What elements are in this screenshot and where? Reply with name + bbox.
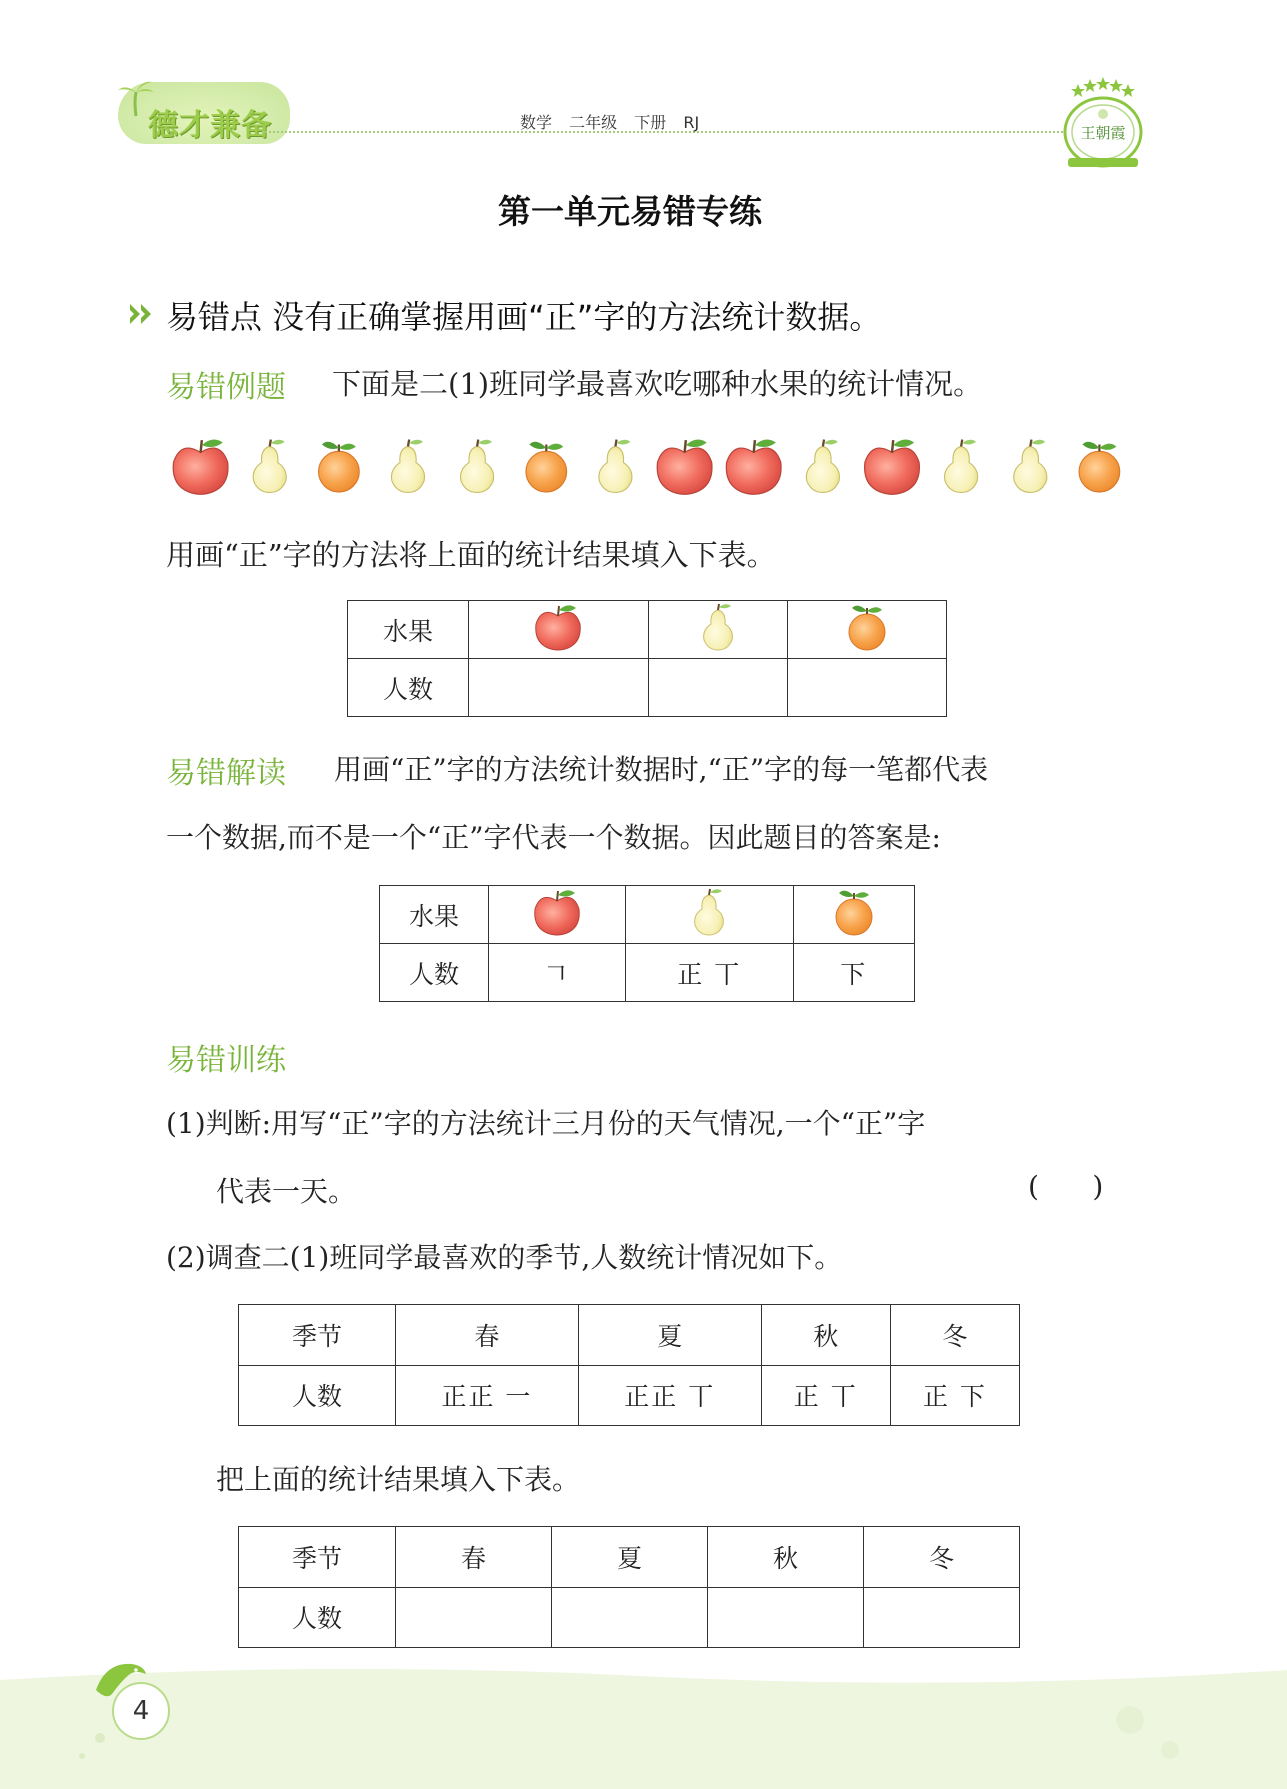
season-summer: 夏 [578, 1305, 761, 1366]
season-count-label: 人数 [239, 1365, 396, 1426]
svg-text:王朝霞: 王朝霞 [1080, 124, 1126, 142]
fruit-row [166, 430, 1134, 502]
season-header-label: 季节 [239, 1527, 396, 1588]
apple-icon [173, 439, 228, 494]
example-table [347, 600, 947, 717]
page-title: 第一单元易错专练 [498, 192, 762, 231]
row-label-fruit: 水果 [380, 886, 489, 944]
explanation-line2: 一个数据,而不是一个“正”字代表一个数据。因此题目的答案是: [166, 821, 941, 854]
season-summer: 夏 [552, 1527, 708, 1588]
pear-icon [689, 887, 729, 937]
apple-cell [469, 601, 649, 659]
apple-cell [489, 886, 626, 944]
q1-line2: 代表一天。 [216, 1175, 357, 1208]
season-autumn: 秋 [761, 1305, 890, 1366]
orange-cell [787, 601, 946, 659]
season-spring: 春 [396, 1305, 579, 1366]
header-grade: 二年级 [569, 113, 618, 132]
tally-spring: 正正 一 [396, 1365, 579, 1426]
q1-line1: (1)判断:用写“正”字的方法统计三月份的天气情况,一个“正”字 [166, 1107, 926, 1140]
tally-pear: 正 丅 [625, 944, 793, 1002]
orange-icon [319, 442, 360, 492]
fill-instruction: 把上面的统计结果填入下表。 [216, 1463, 581, 1496]
pear-icon [599, 440, 632, 493]
apple-icon [657, 439, 712, 494]
orange-icon [526, 442, 567, 492]
header-edition: RJ [683, 113, 700, 132]
tally-winter: 正 下 [890, 1365, 1019, 1426]
season-winter: 冬 [864, 1527, 1020, 1588]
apple-icon [532, 602, 584, 652]
training-label: 易错训练 [166, 1043, 286, 1078]
pear-cell [625, 886, 793, 944]
season-count-label: 人数 [239, 1587, 396, 1648]
header-subject: 数学 [520, 113, 553, 132]
header-info [520, 110, 699, 133]
row-label-count: 人数 [380, 944, 489, 1002]
season-header-label: 季节 [239, 1305, 396, 1366]
season-autumn: 秋 [708, 1527, 864, 1588]
blank-cell-pear[interactable] [648, 659, 787, 717]
blank-cell-summer[interactable] [552, 1587, 708, 1648]
blank-cell-winter[interactable] [864, 1587, 1020, 1648]
apple-icon [726, 439, 781, 494]
example-label: 易错例题 [166, 370, 286, 405]
tally-orange: 下 [793, 944, 914, 1002]
pear-icon [806, 440, 839, 493]
page-number: 4 [112, 1682, 170, 1740]
pear-cell [648, 601, 787, 659]
row-label-fruit: 水果 [348, 601, 469, 659]
logo-text: 德才兼备 [148, 108, 272, 143]
q1-answer-parens[interactable]: ( ) [1028, 1170, 1104, 1203]
orange-cell [793, 886, 914, 944]
tally-autumn: 正 丅 [761, 1365, 890, 1426]
season-spring: 春 [396, 1527, 552, 1588]
q2-text: (2)调查二(1)班同学最喜欢的季节,人数统计情况如下。 [166, 1241, 843, 1274]
section-heading: 易错点 没有正确掌握用画“正”字的方法统计数据。 [166, 298, 882, 336]
answer-table [379, 885, 915, 1002]
explanation-line1: 用画“正”字的方法统计数据时,“正”字的每一笔都代表 [334, 753, 989, 786]
pear-icon [253, 440, 286, 493]
blank-cell-spring[interactable] [396, 1587, 552, 1648]
apple-icon [531, 887, 583, 937]
example-text: 下面是二(1)班同学最喜欢吃哪种水果的统计情况。 [332, 367, 983, 401]
pear-icon [461, 440, 494, 493]
example-instruction: 用画“正”字的方法将上面的统计结果填入下表。 [166, 538, 776, 572]
orange-icon [1079, 442, 1120, 492]
double-chevron-icon [128, 298, 158, 330]
pear-icon [698, 602, 738, 652]
season-blank-table [238, 1526, 1020, 1648]
row-label-count: 人数 [348, 659, 469, 717]
blank-cell-apple[interactable] [469, 659, 649, 717]
season-tally-table [238, 1304, 1020, 1426]
pear-icon [391, 440, 424, 493]
footer-wave [0, 1660, 1287, 1789]
tally-summer: 正正 丅 [578, 1365, 761, 1426]
explanation-label: 易错解读 [166, 756, 286, 791]
apple-icon [865, 439, 920, 494]
blank-cell-orange[interactable] [787, 659, 946, 717]
orange-icon [831, 887, 877, 937]
blank-cell-autumn[interactable] [708, 1587, 864, 1648]
orange-icon [844, 602, 890, 652]
pear-icon [1014, 440, 1047, 493]
brand-seal-icon [1060, 76, 1146, 172]
pear-icon [945, 440, 978, 493]
season-winter: 冬 [890, 1305, 1019, 1366]
header-volume: 下册 [634, 113, 667, 132]
tally-apple: 𠃍 [489, 944, 626, 1002]
